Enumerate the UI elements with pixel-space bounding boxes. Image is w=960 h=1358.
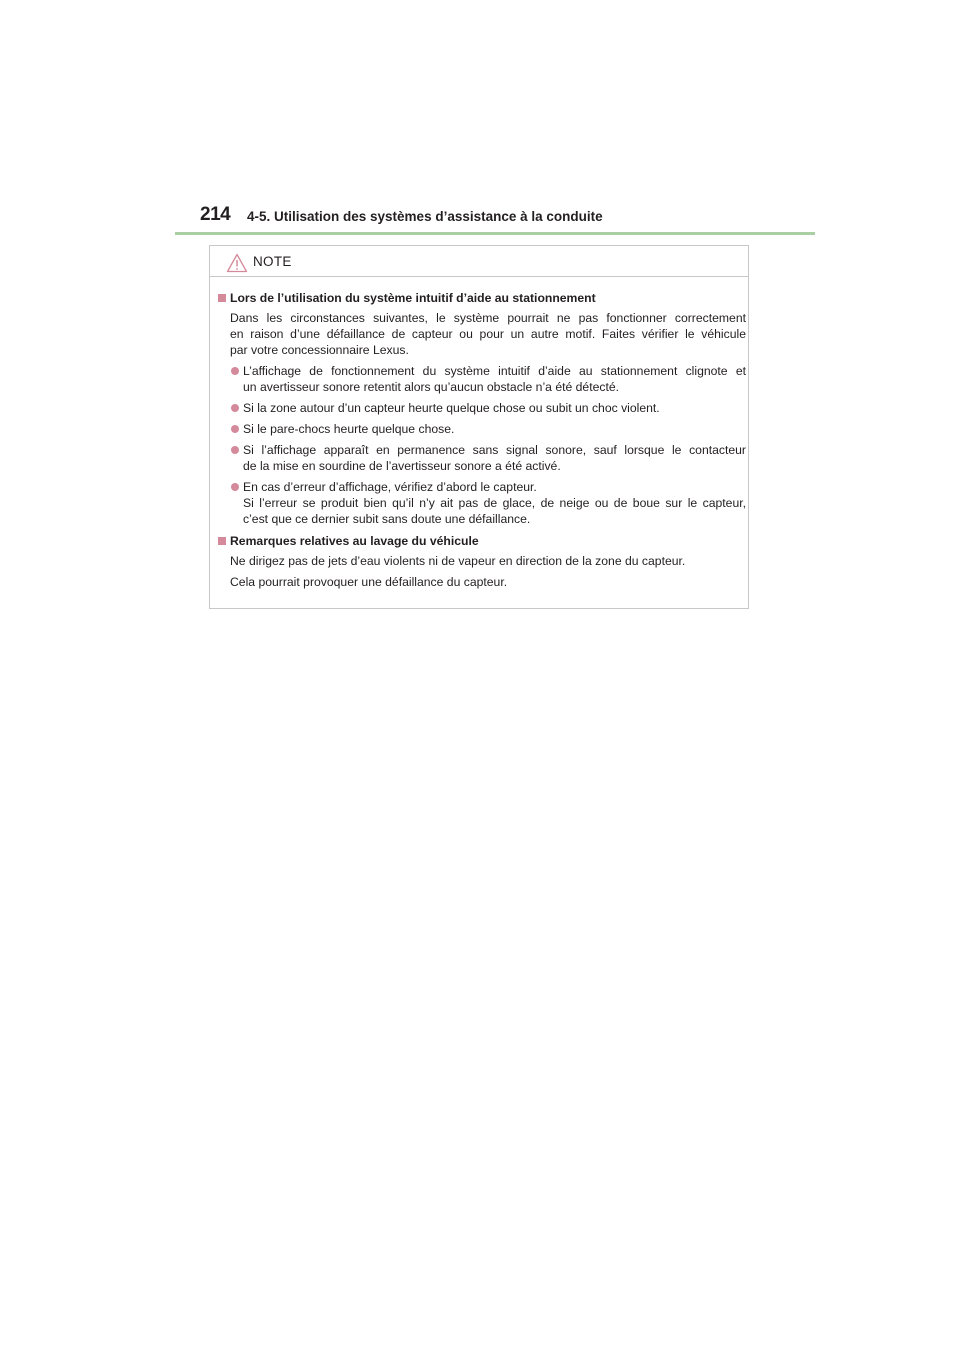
section-heading xyxy=(218,533,746,549)
list-item xyxy=(218,442,746,474)
text-line: Si l’erreur se produit bien qu’il n’y ait pas de glace, de neige ou de boue sur le capteur, xyxy=(243,496,746,510)
paragraph xyxy=(218,553,746,569)
page-header xyxy=(200,204,820,230)
round-bullet-icon xyxy=(231,404,239,412)
text-line: Si l’affichage apparaît en permanence sans signal sonore, sauf lorsque le contacteur xyxy=(243,443,746,457)
text-line: c’est que ce dernier subit sans doute une défaillance. xyxy=(243,512,531,526)
text-line: de la mise en sourdine de l’avertisseur sonore a été activé. xyxy=(243,459,561,473)
text-line: par votre concessionnaire Lexus. xyxy=(230,343,409,357)
section-title: 4-5. Utilisation des systèmes d’assistance à la conduite xyxy=(247,209,603,224)
list-item xyxy=(218,421,746,437)
list-item xyxy=(218,479,746,527)
section-heading-text: Lors de l’utilisation du système intuitif d’aide au stationnement xyxy=(230,291,596,305)
note-label: NOTE xyxy=(253,254,292,269)
text-line: un avertisseur sonore retentit alors qu’aucun obstacle n’a été détecté. xyxy=(243,380,620,394)
text-line: Si le pare-chocs heurte quelque chose. xyxy=(243,422,455,436)
text-line: En cas d’erreur d’affichage, vérifiez d’abord le capteur. xyxy=(243,480,537,494)
list-item xyxy=(218,363,746,395)
square-bullet-icon xyxy=(218,294,226,302)
warning-triangle-icon xyxy=(226,253,248,273)
section-heading-text: Remarques relatives au lavage du véhicule xyxy=(230,534,479,548)
text-line: en raison d’une défaillance de capteur ou pour un autre motif. Faites vérifier le véhicule xyxy=(230,327,746,341)
header-rule xyxy=(175,232,815,235)
text-line: Si la zone autour d’un capteur heurte quelque chose ou subit un choc violent. xyxy=(243,401,660,415)
note-header xyxy=(210,246,748,277)
list-item xyxy=(218,400,746,416)
intro-paragraph xyxy=(218,310,746,358)
round-bullet-icon xyxy=(231,367,239,375)
paragraph xyxy=(218,574,746,590)
note-body xyxy=(218,290,746,595)
note-box xyxy=(209,245,749,609)
round-bullet-icon xyxy=(231,483,239,491)
page-number: 214 xyxy=(200,204,231,225)
text-line: Dans les circonstances suivantes, le système pourrait ne pas fonctionner correctement xyxy=(230,311,746,325)
text-line: L’affichage de fonctionnement du système intuitif d’aide au stationnement clignote et xyxy=(243,364,746,378)
text-line: Cela pourrait provoquer une défaillance du capteur. xyxy=(230,575,508,589)
round-bullet-icon xyxy=(231,446,239,454)
text-line: Ne dirigez pas de jets d’eau violents ni de vapeur en direction de la zone du capteur. xyxy=(230,554,686,568)
square-bullet-icon xyxy=(218,537,226,545)
section-heading xyxy=(218,290,746,306)
round-bullet-icon xyxy=(231,425,239,433)
